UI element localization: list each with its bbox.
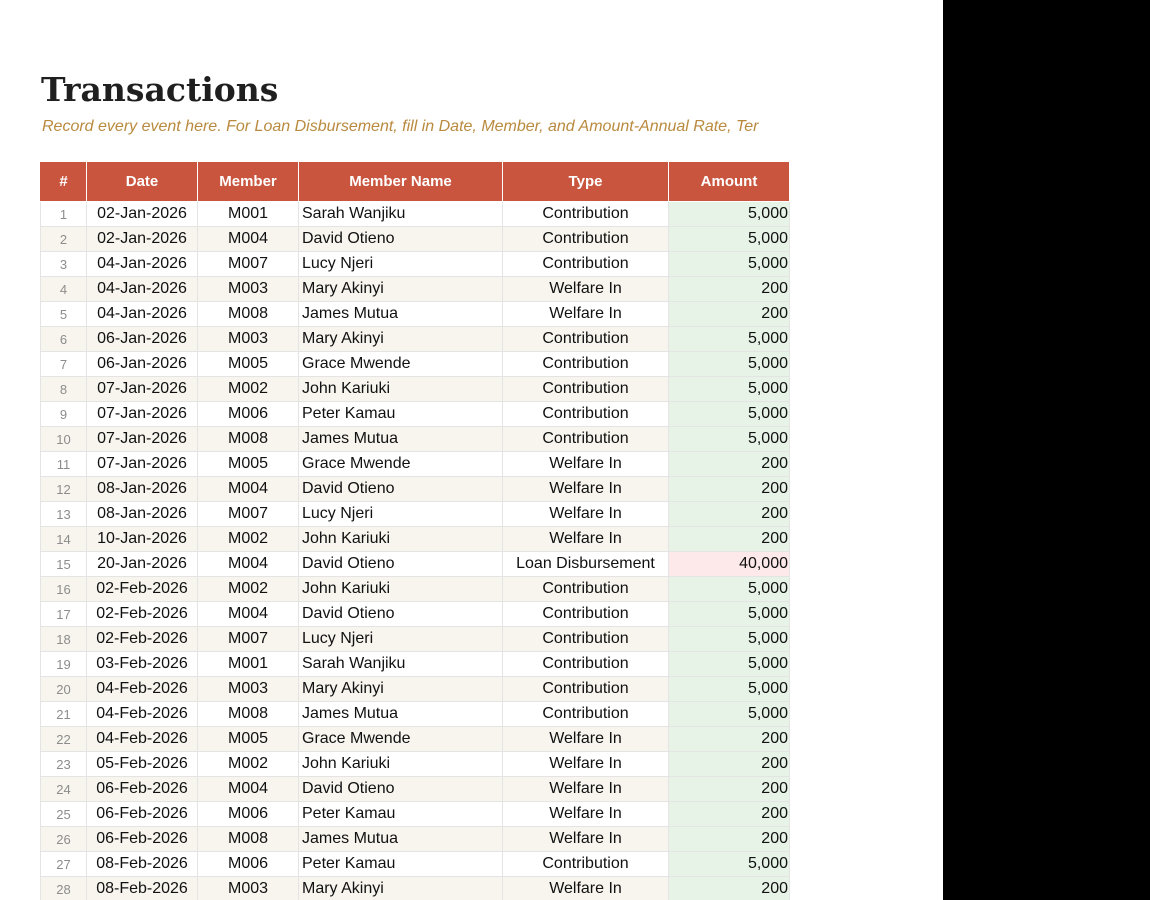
type-cell[interactable]: Contribution	[503, 852, 669, 877]
member-name-cell[interactable]: John Kariuki	[299, 752, 503, 777]
table-row	[41, 727, 790, 752]
date-cell[interactable]: 07-Jan-2026	[87, 427, 198, 452]
member-name-cell[interactable]: James Mutua	[299, 302, 503, 327]
column-header-number[interactable]: #	[41, 162, 87, 202]
member-name-cell[interactable]: Mary Akinyi	[299, 677, 503, 702]
date-cell[interactable]: 04-Jan-2026	[87, 302, 198, 327]
member-id-cell[interactable]: M002	[198, 752, 299, 777]
member-name-cell[interactable]: Peter Kamau	[299, 852, 503, 877]
date-cell[interactable]: 04-Feb-2026	[87, 702, 198, 727]
date-cell[interactable]: 03-Feb-2026	[87, 652, 198, 677]
type-cell[interactable]: Welfare In	[503, 777, 669, 802]
type-cell[interactable]: Welfare In	[503, 477, 669, 502]
row-number-cell[interactable]: 8	[41, 377, 87, 402]
date-cell[interactable]: 02-Jan-2026	[87, 227, 198, 252]
type-cell[interactable]: Welfare In	[503, 302, 669, 327]
row-number-cell[interactable]: 16	[41, 577, 87, 602]
table-row	[41, 477, 790, 502]
type-cell[interactable]: Contribution	[503, 252, 669, 277]
amount-cell[interactable]: 5,000	[669, 402, 790, 427]
row-number-cell[interactable]: 1	[41, 202, 87, 227]
amount-cell[interactable]: 5,000	[669, 602, 790, 627]
type-cell[interactable]: Contribution	[503, 427, 669, 452]
member-id-cell[interactable]: M003	[198, 877, 299, 900]
amount-cell[interactable]: 200	[669, 727, 790, 752]
member-id-cell[interactable]: M004	[198, 777, 299, 802]
amount-cell[interactable]: 200	[669, 452, 790, 477]
table-row	[41, 777, 790, 802]
type-cell[interactable]: Welfare In	[503, 877, 669, 900]
type-cell[interactable]: Contribution	[503, 327, 669, 352]
table-row	[41, 802, 790, 827]
type-cell[interactable]: Contribution	[503, 702, 669, 727]
amount-cell[interactable]: 200	[669, 752, 790, 777]
type-cell[interactable]: Contribution	[503, 602, 669, 627]
column-header-member[interactable]: Member	[198, 162, 299, 202]
row-number-cell[interactable]: 28	[41, 877, 87, 900]
member-id-cell[interactable]: M003	[198, 277, 299, 302]
date-cell[interactable]: 02-Feb-2026	[87, 577, 198, 602]
date-cell[interactable]: 06-Jan-2026	[87, 327, 198, 352]
table-row	[41, 327, 790, 352]
member-name-cell[interactable]: John Kariuki	[299, 377, 503, 402]
member-name-cell[interactable]: Lucy Njeri	[299, 252, 503, 277]
row-number-cell[interactable]: 3	[41, 252, 87, 277]
type-cell[interactable]: Contribution	[503, 352, 669, 377]
row-number-cell[interactable]: 23	[41, 752, 87, 777]
member-name-cell[interactable]: Lucy Njeri	[299, 627, 503, 652]
amount-cell[interactable]: 5,000	[669, 652, 790, 677]
table-row	[41, 352, 790, 377]
amount-cell[interactable]: 200	[669, 827, 790, 852]
amount-cell[interactable]: 5,000	[669, 202, 790, 227]
page-subtitle: Record every event here. For Loan Disbursement, fill in Date, Member, and Amount-Annual Rate, Ter	[42, 118, 759, 135]
row-number-cell[interactable]: 18	[41, 627, 87, 652]
type-cell[interactable]: Contribution	[503, 577, 669, 602]
member-name-cell[interactable]: David Otieno	[299, 477, 503, 502]
date-cell[interactable]: 06-Feb-2026	[87, 827, 198, 852]
row-number-cell[interactable]: 9	[41, 402, 87, 427]
member-id-cell[interactable]: M004	[198, 477, 299, 502]
date-cell[interactable]: 02-Feb-2026	[87, 602, 198, 627]
table-row	[41, 677, 790, 702]
amount-cell[interactable]: 200	[669, 477, 790, 502]
row-number-cell[interactable]: 21	[41, 702, 87, 727]
date-cell[interactable]: 02-Jan-2026	[87, 202, 198, 227]
table-row	[41, 277, 790, 302]
row-number-cell[interactable]: 6	[41, 327, 87, 352]
row-number-cell[interactable]: 11	[41, 452, 87, 477]
row-number-cell[interactable]: 26	[41, 827, 87, 852]
member-id-cell[interactable]: M003	[198, 327, 299, 352]
table-row	[41, 702, 790, 727]
member-name-cell[interactable]: Sarah Wanjiku	[299, 652, 503, 677]
member-name-cell[interactable]: James Mutua	[299, 702, 503, 727]
member-id-cell[interactable]: M008	[198, 827, 299, 852]
row-number-cell[interactable]: 15	[41, 552, 87, 577]
type-cell[interactable]: Loan Disbursement	[503, 552, 669, 577]
row-number-cell[interactable]: 25	[41, 802, 87, 827]
member-id-cell[interactable]: M004	[198, 227, 299, 252]
amount-cell[interactable]: 5,000	[669, 852, 790, 877]
amount-cell[interactable]: 5,000	[669, 352, 790, 377]
amount-cell[interactable]: 5,000	[669, 627, 790, 652]
member-name-cell[interactable]: Grace Mwende	[299, 352, 503, 377]
date-cell[interactable]: 05-Feb-2026	[87, 752, 198, 777]
type-cell[interactable]: Contribution	[503, 652, 669, 677]
table-row	[41, 452, 790, 477]
type-cell[interactable]: Contribution	[503, 227, 669, 252]
type-cell[interactable]: Welfare In	[503, 502, 669, 527]
row-number-cell[interactable]: 20	[41, 677, 87, 702]
member-name-cell[interactable]: Mary Akinyi	[299, 877, 503, 900]
member-id-cell[interactable]: M005	[198, 727, 299, 752]
date-cell[interactable]: 06-Jan-2026	[87, 352, 198, 377]
member-id-cell[interactable]: M006	[198, 852, 299, 877]
member-id-cell[interactable]: M005	[198, 352, 299, 377]
table-row	[41, 852, 790, 877]
page-title: Transactions	[41, 70, 279, 109]
member-name-cell[interactable]: David Otieno	[299, 227, 503, 252]
table-row	[41, 227, 790, 252]
date-cell[interactable]: 08-Feb-2026	[87, 877, 198, 900]
table-row	[41, 202, 790, 227]
date-cell[interactable]: 07-Jan-2026	[87, 452, 198, 477]
date-cell[interactable]: 08-Feb-2026	[87, 852, 198, 877]
member-id-cell[interactable]: M008	[198, 702, 299, 727]
row-number-cell[interactable]: 4	[41, 277, 87, 302]
table-row	[41, 252, 790, 277]
table-row	[41, 652, 790, 677]
member-name-cell[interactable]: Mary Akinyi	[299, 327, 503, 352]
member-id-cell[interactable]: M004	[198, 552, 299, 577]
member-name-cell[interactable]: Sarah Wanjiku	[299, 202, 503, 227]
member-id-cell[interactable]: M002	[198, 527, 299, 552]
type-cell[interactable]: Welfare In	[503, 452, 669, 477]
column-header-amount[interactable]: Amount	[669, 162, 790, 202]
member-id-cell[interactable]: M007	[198, 502, 299, 527]
amount-cell[interactable]: 200	[669, 802, 790, 827]
date-cell[interactable]: 04-Jan-2026	[87, 252, 198, 277]
amount-cell[interactable]: 5,000	[669, 427, 790, 452]
member-id-cell[interactable]: M001	[198, 652, 299, 677]
member-id-cell[interactable]: M001	[198, 202, 299, 227]
member-name-cell[interactable]: James Mutua	[299, 827, 503, 852]
table-row	[41, 377, 790, 402]
type-cell[interactable]: Welfare In	[503, 727, 669, 752]
type-cell[interactable]: Welfare In	[503, 277, 669, 302]
row-number-cell[interactable]: 13	[41, 502, 87, 527]
table-row	[41, 627, 790, 652]
column-header-date[interactable]: Date	[87, 162, 198, 202]
row-number-cell[interactable]: 7	[41, 352, 87, 377]
member-name-cell[interactable]: Grace Mwende	[299, 727, 503, 752]
type-cell[interactable]: Welfare In	[503, 527, 669, 552]
table-row	[41, 577, 790, 602]
member-id-cell[interactable]: M006	[198, 802, 299, 827]
member-id-cell[interactable]: M004	[198, 602, 299, 627]
table-row	[41, 427, 790, 452]
member-id-cell[interactable]: M008	[198, 302, 299, 327]
date-cell[interactable]: 06-Feb-2026	[87, 802, 198, 827]
table-body	[41, 202, 790, 900]
table-row	[41, 827, 790, 852]
amount-cell[interactable]: 5,000	[669, 677, 790, 702]
type-cell[interactable]: Contribution	[503, 377, 669, 402]
member-id-cell[interactable]: M007	[198, 627, 299, 652]
member-id-cell[interactable]: M007	[198, 252, 299, 277]
member-id-cell[interactable]: M002	[198, 577, 299, 602]
date-cell[interactable]: 04-Feb-2026	[87, 727, 198, 752]
transactions-table-container	[40, 162, 790, 900]
row-number-cell[interactable]: 27	[41, 852, 87, 877]
amount-cell[interactable]: 5,000	[669, 377, 790, 402]
amount-cell[interactable]: 40,000	[669, 552, 790, 577]
amount-cell[interactable]: 200	[669, 302, 790, 327]
table-row	[41, 402, 790, 427]
type-cell[interactable]: Contribution	[503, 402, 669, 427]
member-name-cell[interactable]: Grace Mwende	[299, 452, 503, 477]
row-number-cell[interactable]: 2	[41, 227, 87, 252]
table-row	[41, 502, 790, 527]
column-header-member-name[interactable]: Member Name	[299, 162, 503, 202]
amount-cell[interactable]: 200	[669, 277, 790, 302]
member-name-cell[interactable]: John Kariuki	[299, 527, 503, 552]
amount-cell[interactable]: 200	[669, 877, 790, 900]
row-number-cell[interactable]: 17	[41, 602, 87, 627]
member-name-cell[interactable]: Lucy Njeri	[299, 502, 503, 527]
date-cell[interactable]: 04-Feb-2026	[87, 677, 198, 702]
date-cell[interactable]: 10-Jan-2026	[87, 527, 198, 552]
row-number-cell[interactable]: 10	[41, 427, 87, 452]
date-cell[interactable]: 20-Jan-2026	[87, 552, 198, 577]
type-cell[interactable]: Welfare In	[503, 827, 669, 852]
table-row	[41, 302, 790, 327]
member-name-cell[interactable]: David Otieno	[299, 777, 503, 802]
table-row	[41, 752, 790, 777]
member-name-cell[interactable]: David Otieno	[299, 602, 503, 627]
date-cell[interactable]: 02-Feb-2026	[87, 627, 198, 652]
amount-cell[interactable]: 5,000	[669, 702, 790, 727]
amount-cell[interactable]: 5,000	[669, 252, 790, 277]
member-name-cell[interactable]: Peter Kamau	[299, 802, 503, 827]
row-number-cell[interactable]: 14	[41, 527, 87, 552]
member-name-cell[interactable]: John Kariuki	[299, 577, 503, 602]
row-number-cell[interactable]: 12	[41, 477, 87, 502]
amount-cell[interactable]: 200	[669, 777, 790, 802]
type-cell[interactable]: Welfare In	[503, 802, 669, 827]
member-id-cell[interactable]: M006	[198, 402, 299, 427]
amount-cell[interactable]: 200	[669, 502, 790, 527]
row-number-cell[interactable]: 22	[41, 727, 87, 752]
member-id-cell[interactable]: M005	[198, 452, 299, 477]
row-number-cell[interactable]: 24	[41, 777, 87, 802]
date-cell[interactable]: 04-Jan-2026	[87, 277, 198, 302]
type-cell[interactable]: Contribution	[503, 627, 669, 652]
amount-cell[interactable]: 200	[669, 527, 790, 552]
date-cell[interactable]: 06-Feb-2026	[87, 777, 198, 802]
member-name-cell[interactable]: David Otieno	[299, 552, 503, 577]
type-cell[interactable]: Contribution	[503, 677, 669, 702]
amount-cell[interactable]: 5,000	[669, 327, 790, 352]
type-cell[interactable]: Welfare In	[503, 752, 669, 777]
row-number-cell[interactable]: 5	[41, 302, 87, 327]
member-id-cell[interactable]: M002	[198, 377, 299, 402]
table-row	[41, 877, 790, 900]
amount-cell[interactable]: 5,000	[669, 227, 790, 252]
table-row	[41, 527, 790, 552]
date-cell[interactable]: 07-Jan-2026	[87, 402, 198, 427]
subtitle-container	[42, 116, 790, 140]
date-cell[interactable]: 07-Jan-2026	[87, 377, 198, 402]
member-id-cell[interactable]: M008	[198, 427, 299, 452]
date-cell[interactable]: 08-Jan-2026	[87, 477, 198, 502]
table-row	[41, 602, 790, 627]
table-row	[41, 552, 790, 577]
column-header-type[interactable]: Type	[503, 162, 669, 202]
amount-cell[interactable]: 5,000	[669, 577, 790, 602]
table-header-row	[41, 162, 790, 202]
member-id-cell[interactable]: M003	[198, 677, 299, 702]
member-name-cell[interactable]: James Mutua	[299, 427, 503, 452]
transactions-table	[40, 162, 790, 900]
member-name-cell[interactable]: Peter Kamau	[299, 402, 503, 427]
member-name-cell[interactable]: Mary Akinyi	[299, 277, 503, 302]
date-cell[interactable]: 08-Jan-2026	[87, 502, 198, 527]
row-number-cell[interactable]: 19	[41, 652, 87, 677]
type-cell[interactable]: Contribution	[503, 202, 669, 227]
